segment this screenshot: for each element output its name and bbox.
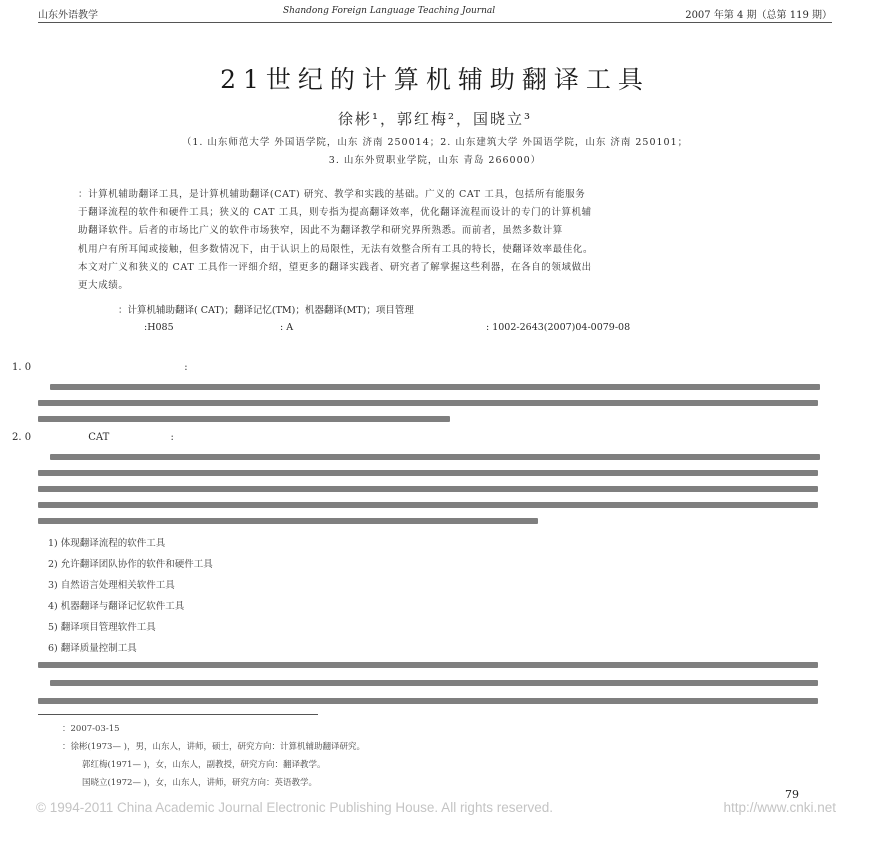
section-number: 2. 0 xyxy=(12,432,32,443)
abstract-line: 本文对广义和狭义的 CAT 工具作一评细介绍，望更多的翻译实践者、研究者了解掌握这些利器，在各自的领域做出 xyxy=(78,261,592,273)
authors: 徐彬¹，郭红梅²，国晓立³ xyxy=(337,110,533,128)
section-2-heading xyxy=(12,432,174,443)
section-2-body xyxy=(38,448,828,532)
running-header xyxy=(38,6,832,22)
list-item: 3) 自然语言处理相关软件工具 xyxy=(48,580,175,591)
affiliation-line-1: （1. 山东师范大学 外国语学院，山东 济南 250014；2. 山东建筑大学 外国语学院，山东 济南 250101； xyxy=(181,137,689,148)
journal-name-cn: 山东外语教学 xyxy=(38,10,98,21)
author-bio: 郭红梅(1971— )，女，山东人，副教授，研究方向：翻译教学。 xyxy=(82,760,326,770)
section-number: 1. 0 xyxy=(12,362,32,373)
received-date: ：2007-03-15 xyxy=(62,724,120,734)
issue-info: 2007 年第 4 期（总第 119 期） xyxy=(685,10,832,21)
section-title: : xyxy=(184,362,188,373)
affiliation-line-2: 3. 山东外贸职业学院，山东 青岛 266000） xyxy=(328,155,542,166)
section-1-heading xyxy=(12,362,188,373)
abstract-line: ：计算机辅助翻译工具，是计算机辅助翻译(CAT) 研究、教学和实践的基础。广义的 CAT 工具，包括所有能服务 xyxy=(78,189,586,200)
illegible-text-block xyxy=(38,448,828,528)
author-bio: 国晓立(1972— )，女，山东人，讲师，研究方向：英语教学。 xyxy=(82,778,317,788)
abstract-line: 于翻译流程的软件和硬件工具；狭义的 CAT 工具，则专指为提高翻译效率，优化翻译流程而设计的专门的计算机辅 xyxy=(78,207,592,219)
illegible-text-block xyxy=(38,656,828,710)
article-id: : 1002-2643(2007)04-0079-08 xyxy=(486,322,631,333)
illegible-text-block xyxy=(38,378,828,426)
section-title: CAT xyxy=(88,432,110,443)
section-title-colon: : xyxy=(170,432,174,443)
journal-name-en: Shandong Foreign Language Teaching Journal xyxy=(283,6,496,16)
abstract-line: 助翻译软件。后者的市场比广义的软件市场狭窄，因此不为翻译教学和研究界所熟悉。而前者，虽然多数计算 xyxy=(78,225,563,237)
section-2-continuation xyxy=(38,656,828,714)
cnki-link[interactable]: http://www.cnki.net xyxy=(723,800,836,815)
abstract-line: 更大成绩。 xyxy=(78,280,129,292)
document-code: : A xyxy=(280,322,294,333)
author-bio: ：徐彬(1973— )，男，山东人，讲师，硕士，研究方向：计算机辅助翻译研究。 xyxy=(62,742,365,752)
copyright-text: © 1994-2011 China Academic Journal Electronic Publishing House. All rights reserved. xyxy=(36,800,553,815)
abstract-line: 机用户有所耳闻或接触，但多数情况下，由于认识上的局限性，无法有效整合所有工具的特长，使翻译效率最佳化。 xyxy=(78,243,594,255)
section-1-body xyxy=(38,378,828,430)
list-item: 1) 体现翻译流程的软件工具 xyxy=(48,538,166,549)
keywords: ：计算机辅助翻译( CAT)；翻译记忆(TM)；机器翻译(MT)；项目管理 xyxy=(118,305,414,316)
footnote-rule xyxy=(38,714,318,715)
list-item: 2) 允许翻译团队协作的软件和硬件工具 xyxy=(48,559,213,570)
header-rule xyxy=(38,22,832,23)
page-number: 79 xyxy=(785,788,799,801)
list-item: 4) 机器翻译与翻译记忆软件工具 xyxy=(48,601,185,612)
list-item: 6) 翻译质量控制工具 xyxy=(48,643,137,654)
clc-number: :H085 xyxy=(144,322,174,333)
article-title: 21世纪的计算机辅助翻译工具 xyxy=(220,65,650,94)
abstract xyxy=(78,186,796,295)
cnki-watermark-footer xyxy=(36,800,836,815)
list-item: 5) 翻译项目管理软件工具 xyxy=(48,622,156,633)
